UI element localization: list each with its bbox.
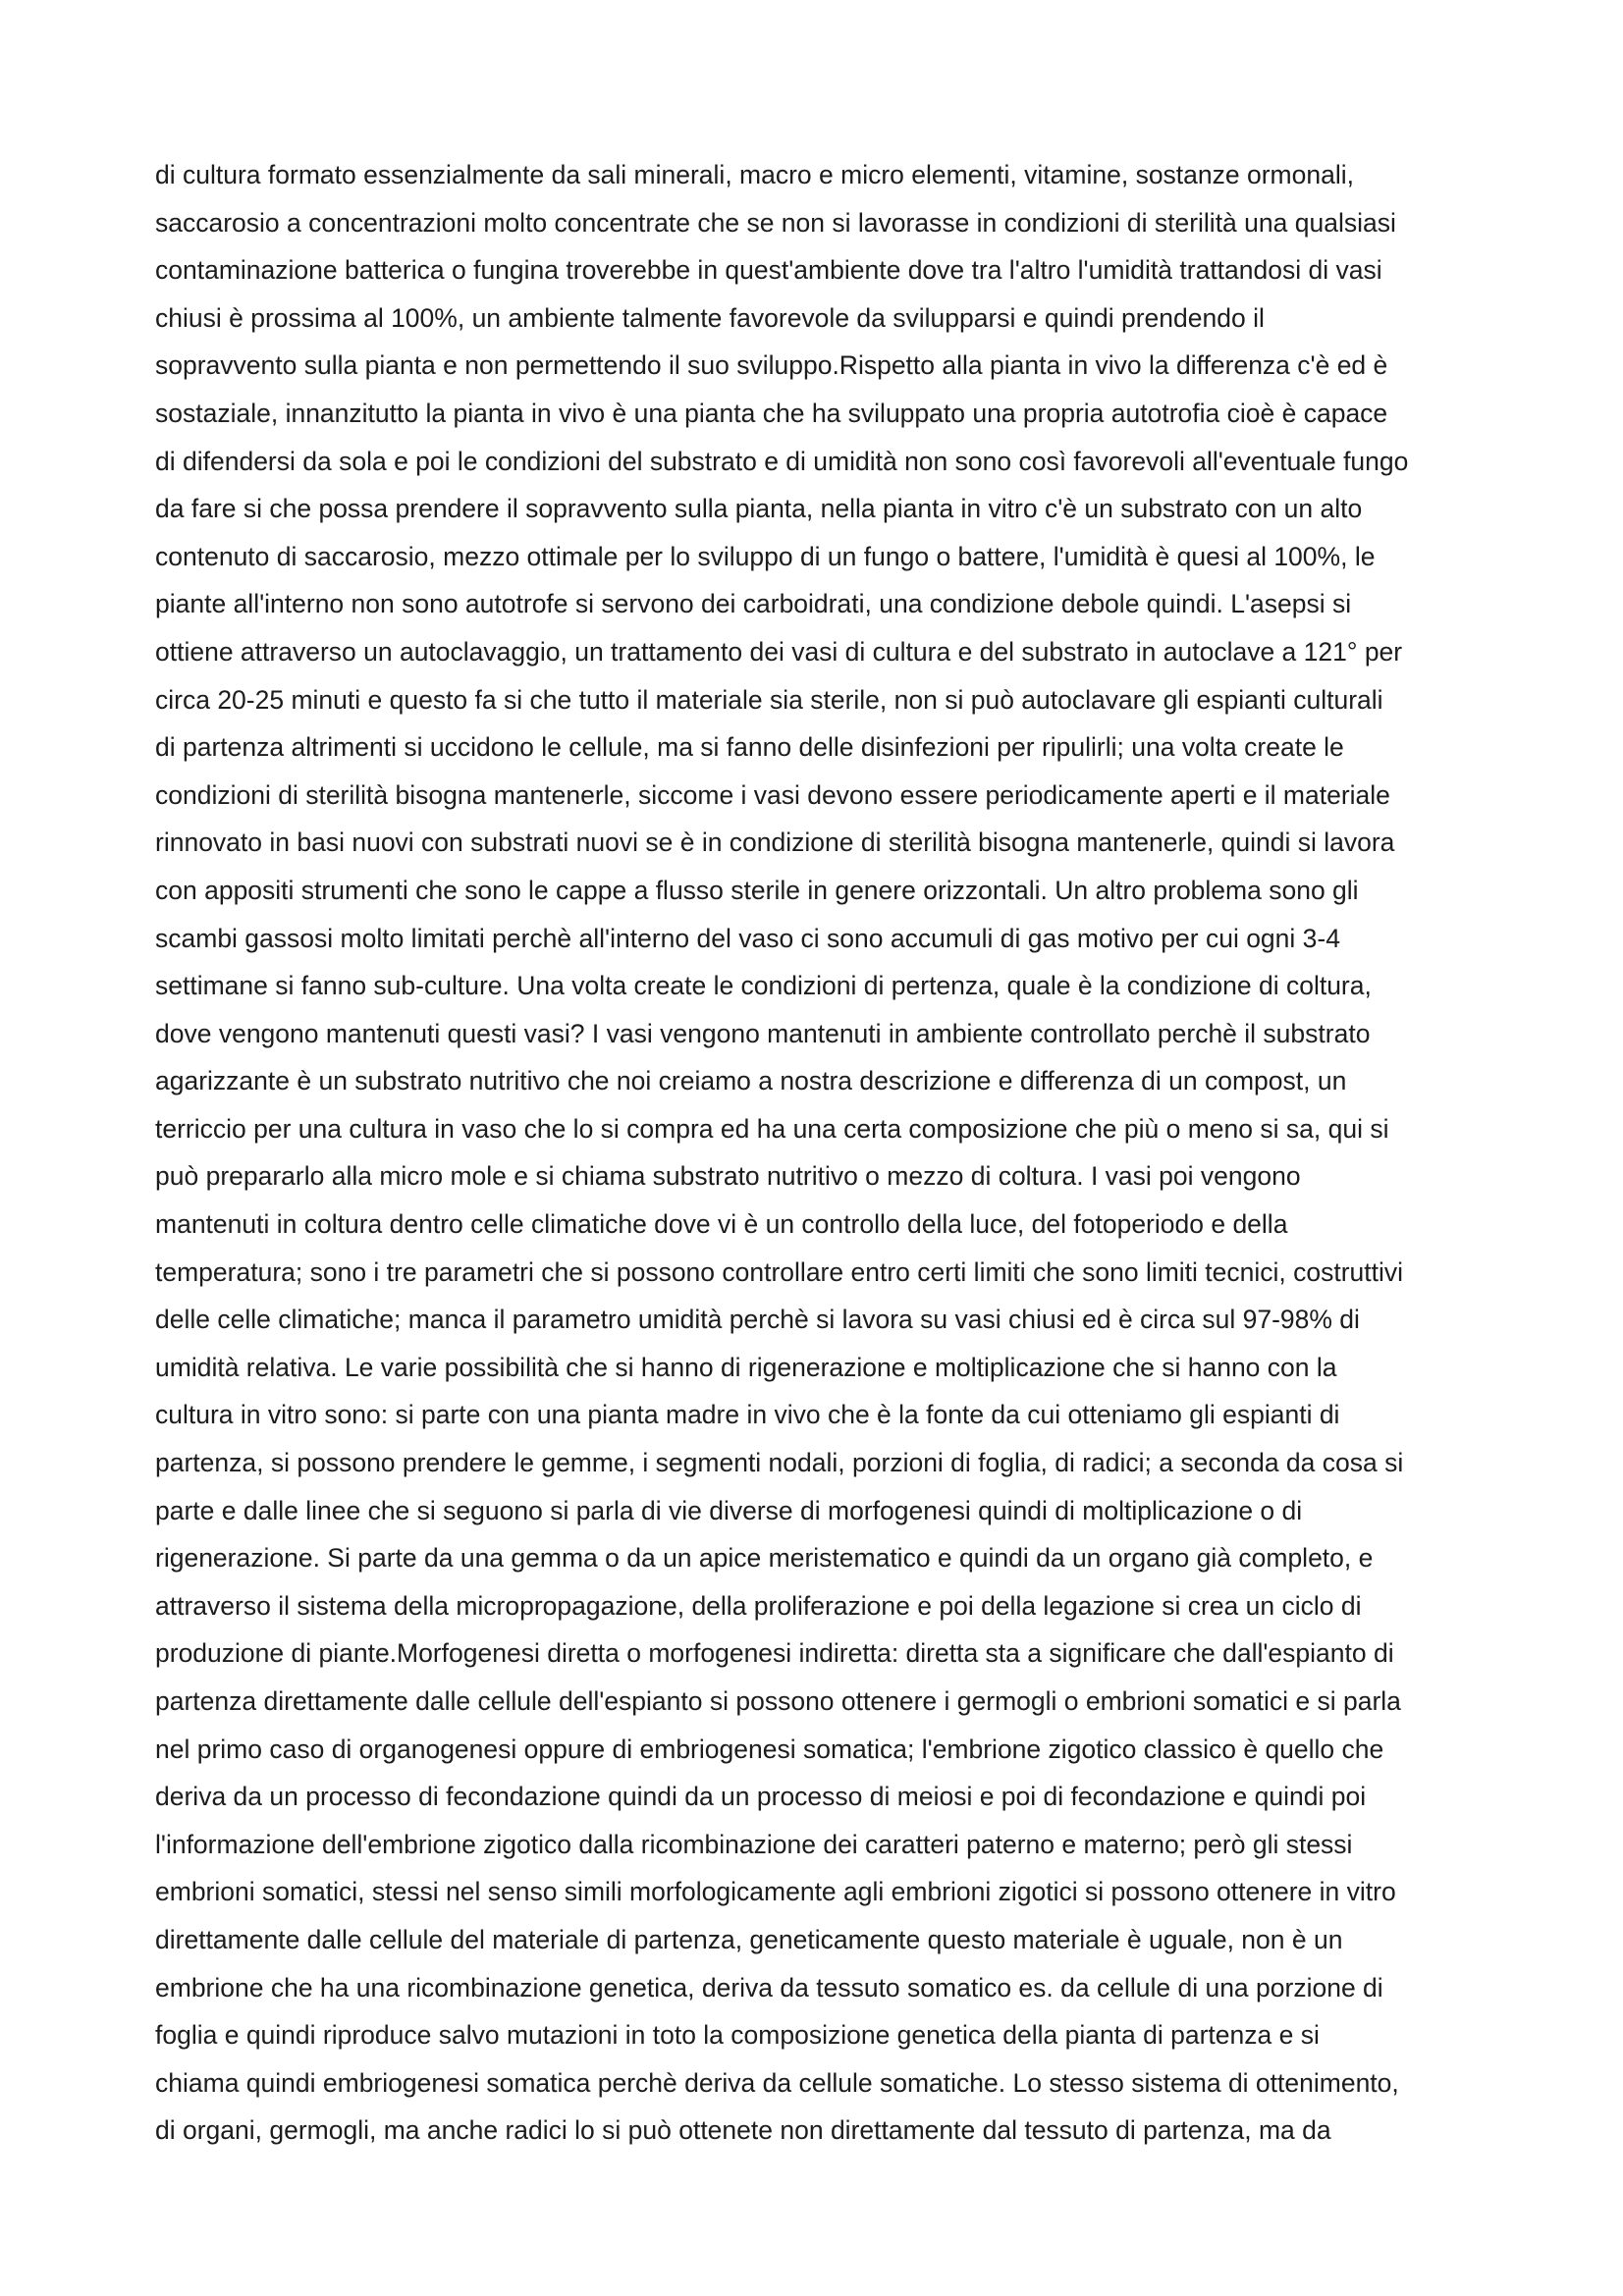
text-line: da fare si che possa prendere il sopravvento sulla pianta, nella pianta in vitro c'è un substrato con un alto — [155, 494, 1363, 524]
text-line: nel primo caso di organogenesi oppure di embriogenesi somatica; l'embrione zigotico classico è quello che — [155, 1734, 1384, 1764]
text-line: rinnovato in basi nuovi con substrati nuovi se è in condizione di sterilità bisogna mantenerle, quindi si lavora — [155, 828, 1395, 858]
text-line: chiusi è prossima al 100%, un ambiente talmente favorevole da svilupparsi e quindi prendendo il — [155, 302, 1265, 333]
text-line: di organi, germogli, ma anche radici lo si può ottenete non direttamente dal tessuto di partenza, ma da — [155, 2115, 1331, 2146]
text-line: circa 20-25 minuti e questo fa si che tutto il materiale sia sterile, non si può autoclavare gli espianti culturali — [155, 684, 1383, 715]
text-line: sostaziale, innanzitutto la pianta in vivo è una pianta che ha sviluppato una propria autotrofia cioè è capace — [155, 398, 1388, 428]
text-line: foglia e quindi riproduce salvo mutazioni in toto la composizione genetica della pianta di partenza e si — [155, 2020, 1320, 2051]
text-line: con appositi strumenti che sono le cappe a flusso sterile in genere orizzontali. Un altro problema sono gli — [155, 875, 1359, 905]
text-line: embrioni somatici, stessi nel senso simili morfologicamente agli embrioni zigotici si possono ottenere in vitro — [155, 1877, 1396, 1907]
text-line: deriva da un processo di fecondazione quindi da un processo di meiosi e poi di fecondazione e quindi poi — [155, 1782, 1367, 1812]
text-line: cultura in vitro sono: si parte con una pianta madre in vivo che è la fonte da cui otteniamo gli espianti di — [155, 1400, 1340, 1430]
text-line: l'informazione dell'embrione zigotico dalla ricombinazione dei caratteri paterno e materno; però gli stessi — [155, 1829, 1353, 1859]
text-line: può prepararlo alla micro mole e si chiama substrato nutritivo o mezzo di coltura. I vasi poi vengono — [155, 1161, 1301, 1192]
text-line: produzione di piante.Morfogenesi diretta o morfogenesi indiretta: diretta sta a significare che dall'espianto di — [155, 1638, 1394, 1669]
text-line: umidità relativa. Le varie possibilità che si hanno di rigenerazione e moltiplicazione che si hanno con la — [155, 1352, 1337, 1382]
text-line: terriccio per una cultura in vaso che lo si compra ed ha una certa composizione che più o meno si sa, qui si — [155, 1113, 1389, 1144]
text-line: parte e dalle linee che si seguono si parla di vie diverse di morfogenesi quindi di moltiplicazione o di — [155, 1495, 1303, 1525]
text-line: direttamente dalle cellule del materiale di partenza, geneticamente questo materiale è uguale, non è un — [155, 1924, 1343, 1954]
text-line: piante all'interno non sono autotrofe si servono dei carboidrati, una condizione debole quindi. L'asepsi si — [155, 589, 1352, 619]
text-line: sopravvento sulla pianta e non permettendo il suo sviluppo.Rispetto alla pianta in vivo la differenza c'è ed è — [155, 350, 1388, 381]
text-line: partenza direttamente dalle cellule dell'espianto si possono ottenere i germogli o embrioni somatici e si parla — [155, 1686, 1401, 1716]
text-line: partenza, si possono prendere le gemme, i segmenti nodali, porzioni di foglia, di radici; a seconda da cosa si — [155, 1448, 1404, 1478]
text-line: condizioni di sterilità bisogna mantenerle, siccome i vasi devono essere periodicamente aperti e il materiale — [155, 779, 1390, 810]
text-line: di difendersi da sola e poi le condizioni del substrato e di umidità non sono così favorevoli all'eventuale fungo — [155, 446, 1409, 476]
text-line: di cultura formato essenzialmente da sali minerali, macro e micro elementi, vitamine, sostanze ormonali, — [155, 160, 1354, 189]
text-line: di partenza altrimenti si uccidono le cellule, ma si fanno delle disinfezioni per ripulirli; una volta create le — [155, 732, 1344, 763]
text-line: ottiene attraverso un autoclavaggio, un trattamento dei vasi di cultura e del substrato in autoclave a 121° per — [155, 636, 1403, 667]
text-line: saccarosio a concentrazioni molto concentrate che se non si lavorasse in condizioni di sterilità una qualsiasi — [155, 207, 1396, 238]
text-line: delle celle climatiche; manca il parametro umidità perchè si lavora su vasi chiusi ed è circa sul 97-98% di — [155, 1305, 1360, 1335]
body-text — [155, 151, 1481, 2155]
text-line: mantenuti in coltura dentro celle climatiche dove vi è un controllo della luce, del fotoperiodo e della — [155, 1209, 1288, 1240]
text-line: settimane si fanno sub-culture. Una volta create le condizioni di pertenza, quale è la condizione di coltura, — [155, 971, 1372, 1001]
text-line: contaminazione batterica o fungina troverebbe in quest'ambiente dove tra l'altro l'umidità trattandosi di vasi — [155, 255, 1382, 286]
text-line: contenuto di saccarosio, mezzo ottimale per lo sviluppo di un fungo o battere, l'umidità è quesi al 100%, le — [155, 541, 1376, 571]
text-line: chiama quindi embriogenesi somatica perchè deriva da cellule somatiche. Lo stesso sistema di ottenimento, — [155, 2067, 1399, 2098]
text-line: scambi gassosi molto limitati perchè all'interno del vaso ci sono accumuli di gas motivo per cui ogni 3-4 — [155, 923, 1340, 953]
text-line: temperatura; sono i tre parametri che si possono controllare entro certi limiti che sono limiti tecnici, costruttivi — [155, 1256, 1404, 1287]
text-line: attraverso il sistema della micropropagazione, della proliferazione e poi della legazione si crea un ciclo di — [155, 1590, 1362, 1621]
text-line: rigenerazione. Si parte da una gemma o da un apice meristematico e quindi da un organo già completo, e — [155, 1543, 1374, 1574]
text-line: dove vengono mantenuti questi vasi? I vasi vengono mantenuti in ambiente controllato perchè il substrato — [155, 1018, 1371, 1048]
text-line: agarizzante è un substrato nutritivo che noi creiamo a nostra descrizione e differenza di un compost, un — [155, 1066, 1347, 1096]
text-line: embrione che ha una ricombinazione genetica, deriva da tessuto somatico es. da cellule di una porzione di — [155, 1972, 1383, 2002]
